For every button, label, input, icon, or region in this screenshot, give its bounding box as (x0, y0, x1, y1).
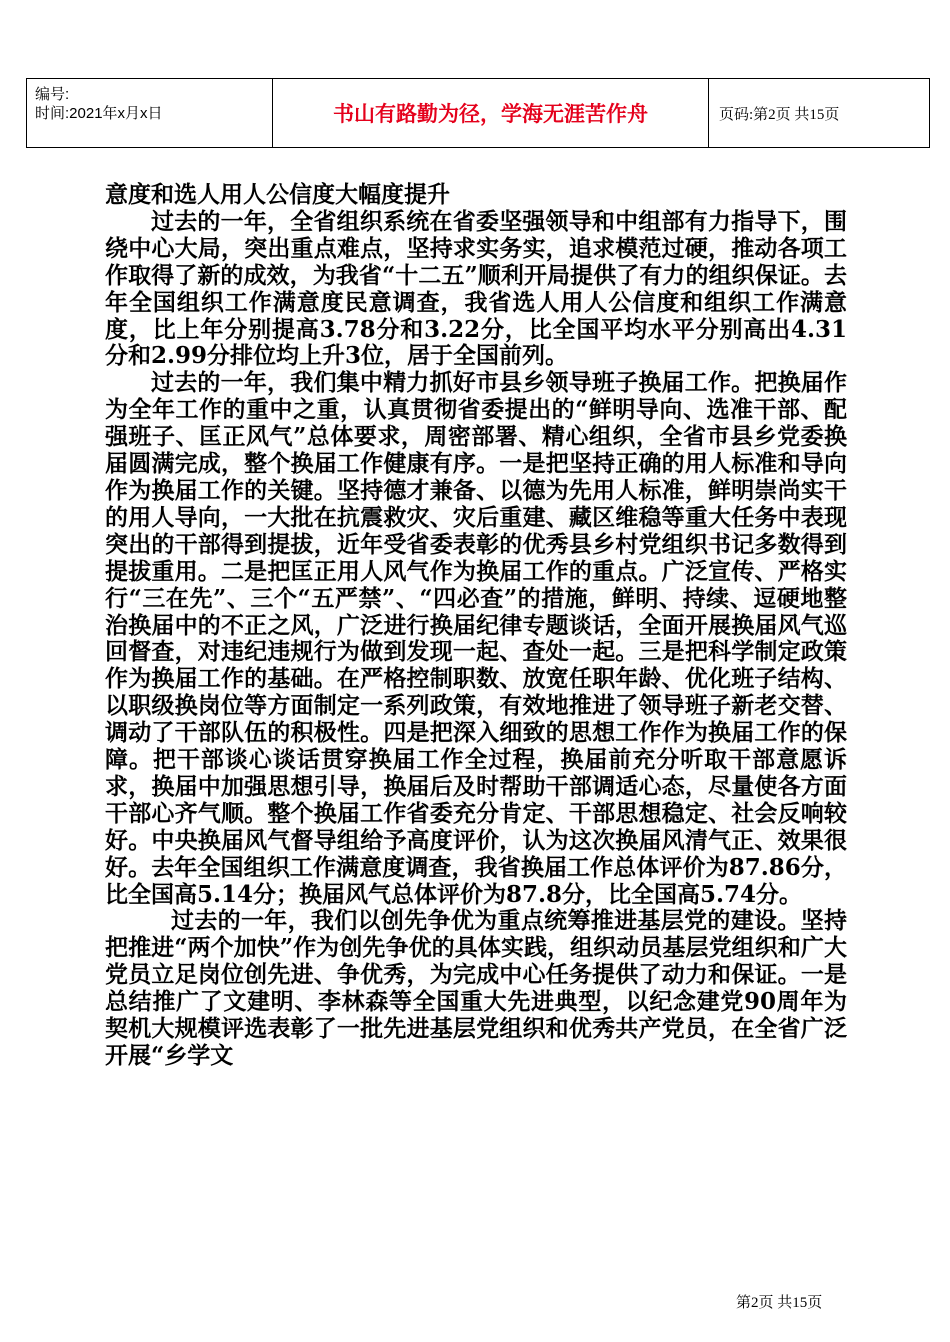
date-label: 时间:2021年x月x日 (35, 105, 163, 122)
paragraph: 过去的一年，全省组织系统在省委坚强领导和中组部有力指导下，围绕中心大局，突出重点难点，坚持求实务实，追求模范过硬，推动各项工作取得了新的成效，为我省“十二五”顺利开局提供了有力的组织保证。去年全国组织工作满意度民意调查，我省选人用人公信度和组织工作满意度，比上年分别提高3.78分和3.22分，比全国平均水平分别高出4.31分和2.99分排位均上升3位，居于全国前列。 (105, 207, 847, 370)
paragraph-text: 过去的一年，我们集中精力抓好市县乡领导班子换届工作。把换届作为全年工作的重中之重，认真贯彻省委提出的“鲜明导向、选准干部、配强班子、匡正风气”总体要求，周密部署、精心组织，全省市县乡党委换届圆满完成，整个换届工作健康有序。 (105, 369, 847, 478)
paragraph-text: 把科学制定政策作为换届工作的基础。在严格控制职数、放宽任职年龄、优化班子结构、以职级换岗位等方面制定一系列政策，有效地推进了领导班子新老交替、调动了干部队伍的积极性。 (105, 638, 848, 747)
point-marker: 一是 (800, 962, 848, 989)
section-title: 意度和选人用人公信度大幅度提升 (105, 182, 450, 208)
paragraph (105, 908, 847, 1069)
paragraph-text: 把深入细致的思想工作作为换届工作的保障。把干部谈心谈话贯穿换届工作全过程，换届前充分听取干部意愿诉求，换届中加强思想引导，换届后及时帮助干部调适心态，尽量使各方面干部心齐气顺。整个换届工作省委充分肯定、干部思想稳定、社会反响较好。中央换届风气督导组给予高度评价，认为这次换届风清气正、效果很好。去年全国组织工作满意度调查，我省换届工作总体评价为87.86分，比全国高5.14分；换届风气总体评价为87.8分，比全国高5.74分。 (105, 719, 848, 908)
paragraph-text: 总结推广了文建明、李林森等全国重大先进典型，以纪念建党90周年为契机大规模评选表彰了一批先进基层党组织和优秀共产党员，在全省广泛开展“乡学文 (105, 988, 847, 1069)
paragraph-text: 把匡正用人风气作为换届工作的重点。广泛宣传、严格实行“三在先”、三个“五严禁”、“四必查”的措施，鲜明、持续、逗硬地整治换届中的不正之风，广泛进行换届纪律专题谈话，全面开展换届风气巡回督查，对违纪违规行为做到发现一起、查处一起。 (105, 557, 848, 666)
paragraph (105, 370, 847, 908)
header-page-label: 页码:第2页 共15页 (719, 106, 840, 123)
document-body (105, 182, 847, 1070)
point-marker: 二是 (220, 558, 268, 585)
header-motto: 书山有路勤为径，学海无涯苦作舟 (273, 79, 709, 147)
document-header (26, 78, 930, 148)
paragraph-text: 过去的一年，我们以创先争优为重点统筹推进基层党的建设。坚持把推进“两个加快”作为创先争优的具体实践，组织动员基层党组织和广大党员立足岗位创先进、争优秀，为完成中心任务提供了动力和保证。 (105, 907, 847, 989)
page-footer: 第2页 共15页 (736, 1295, 823, 1311)
point-marker: 三是 (638, 639, 685, 666)
point-marker: 四是 (383, 720, 430, 747)
point-marker: 一是 (499, 451, 546, 478)
header-meta (27, 79, 273, 147)
number-label: 编号: (35, 86, 70, 103)
paragraph-text: 把坚持正确的用人标准和导向作为换届工作的关键。坚持德才兼备、以德为先用人标准，鲜明崇尚实干的用人导向，一大批在抗震救灾、灾后重建、藏区维稳等重大任务中表现突出的干部得到提拔，近年受省委表彰的优秀县乡村党组织书记多数得到提拔重用。 (105, 450, 848, 585)
